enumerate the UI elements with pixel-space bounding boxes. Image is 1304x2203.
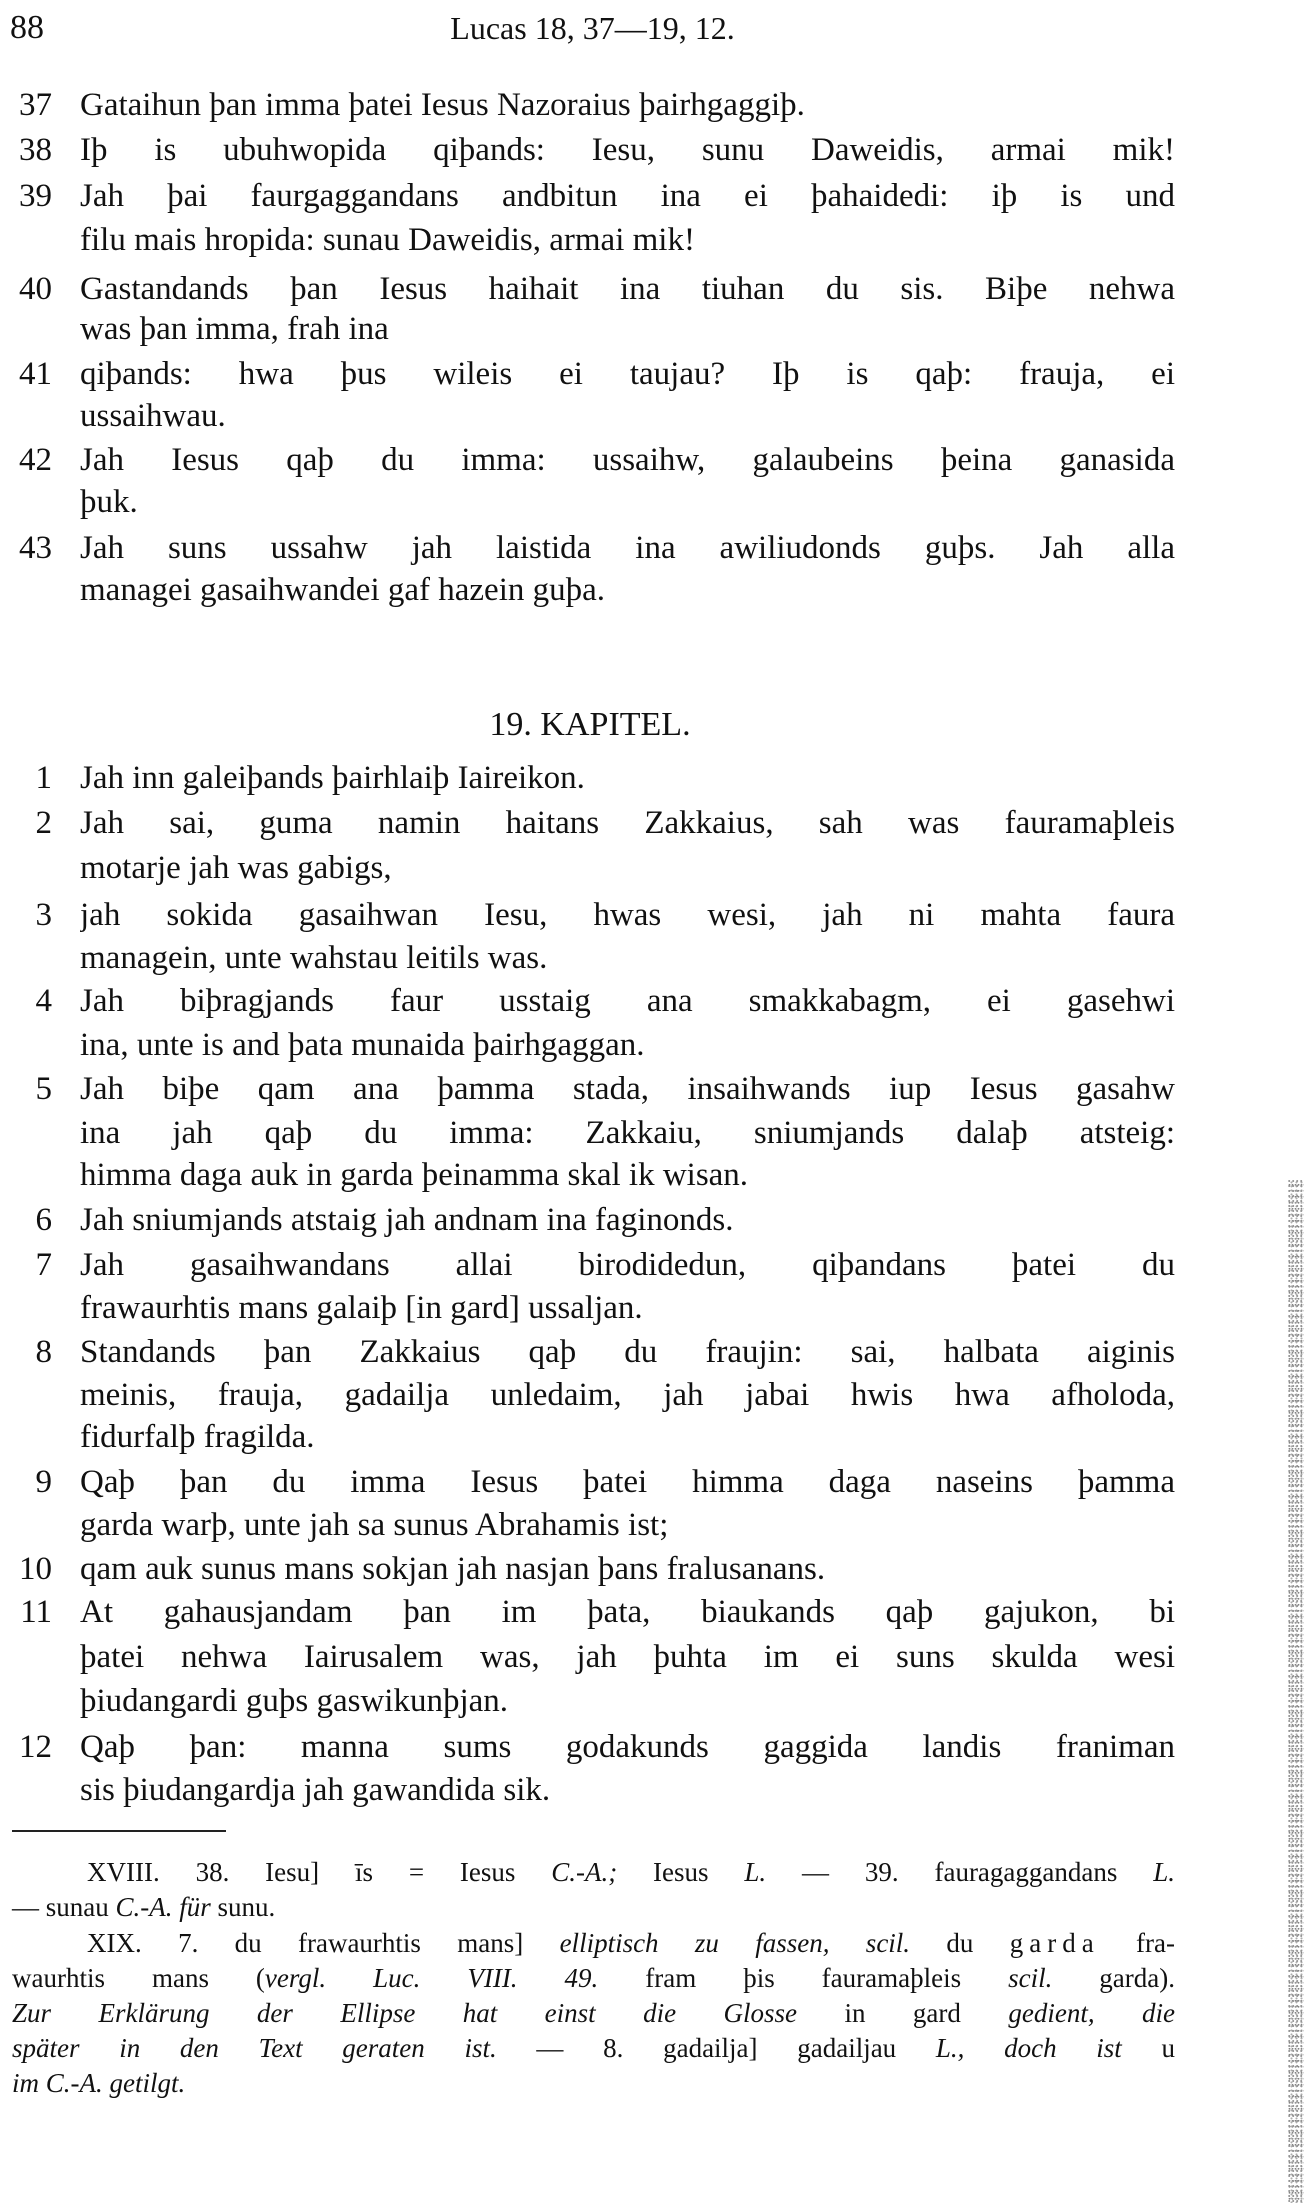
verse-number: 1 bbox=[35, 760, 52, 796]
verse-text: Jah biþe qam ana þamma stada, insaihwands iup Iesus gasahw bbox=[80, 1071, 1175, 1107]
footnote-text: — sunau bbox=[12, 1892, 116, 1922]
verse-text: Iþ is ubuhwopida qiþands: Iesu, sunu Daweidis, armai mik! bbox=[80, 132, 1175, 168]
verse-text: qiþands: hwa þus wileis ei taujau? Iþ is qaþ: frauja, ei bbox=[80, 356, 1175, 392]
scan-edge-noise bbox=[1288, 1180, 1304, 2203]
verse-text: was þan imma, frah ina bbox=[80, 311, 389, 347]
chapter-heading: 19. KAPITEL. bbox=[489, 706, 691, 743]
verse-text: þuk. bbox=[80, 484, 138, 520]
verse-number: 37 bbox=[19, 87, 52, 123]
verse-line bbox=[0, 1067, 1180, 1111]
verse-number: 2 bbox=[35, 805, 52, 841]
verse-line bbox=[0, 1460, 1180, 1504]
footnote-italic-text: vergl. Luc. VIII. 49. bbox=[264, 1963, 599, 1993]
verse-number: 3 bbox=[35, 897, 52, 933]
running-title: Lucas 18, 37—19, 12. bbox=[450, 10, 735, 46]
footnote-text: — 8. gadailja] gadailjau bbox=[496, 2033, 936, 2063]
verse-line bbox=[0, 352, 1180, 396]
verse-text: fidurfalþ fragilda. bbox=[80, 1419, 315, 1455]
verse-line bbox=[0, 801, 1180, 845]
footnote-italic-text: C.-A.; bbox=[551, 1857, 618, 1887]
verse-text: Jah Iesus qaþ du imma: ussaihw, galaubeins þeina ganasida bbox=[80, 442, 1175, 478]
verse-text: sis þiudangardja jah gawandida sik. bbox=[80, 1772, 551, 1808]
page-number: 88 bbox=[10, 9, 44, 46]
verse-text: frawaurhtis mans galaiþ [in gard] ussaljan. bbox=[80, 1290, 643, 1326]
verse-text: qam auk sunus mans sokjan jah nasjan þans fralusanans. bbox=[80, 1551, 826, 1587]
verse-number: 8 bbox=[35, 1334, 52, 1370]
footnote-text: garda bbox=[1009, 1928, 1100, 1958]
verse-text: Jah sniumjands atstaig jah andnam ina faginonds. bbox=[80, 1202, 734, 1238]
footnote-text: garda). bbox=[1052, 1963, 1175, 1993]
verse-text: meinis, frauja, gadailja unledaim, jah jabai hwis hwa afholoda, bbox=[80, 1377, 1175, 1413]
footnote-line bbox=[12, 2030, 1175, 2066]
footnote-text: in gard bbox=[797, 1998, 1009, 2028]
footnote-text: du bbox=[910, 1928, 1010, 1958]
verse-number: 38 bbox=[19, 132, 52, 168]
verse-text: Jah suns ussahw jah laistida ina awiliudonds guþs. Jah alla bbox=[80, 530, 1175, 566]
footnote-text: XIX. 7. du frawaurhtis mans] bbox=[87, 1928, 560, 1958]
footnote-text: — 39. fauragaggandans bbox=[766, 1857, 1154, 1887]
verse-line bbox=[0, 1198, 1180, 1242]
verse-text: Jah sai, guma namin haitans Zakkaius, sah was fauramaþleis bbox=[80, 805, 1175, 841]
verse-line bbox=[0, 1547, 1180, 1591]
verse-continuation-line bbox=[0, 1415, 1180, 1459]
verse-number: 11 bbox=[20, 1594, 52, 1630]
verse-text: Jah inn galeiþands þairhlaiþ Iaireikon. bbox=[80, 760, 585, 796]
verse-text: Jah gasaihwandans allai birodidedun, qiþandans þatei du bbox=[80, 1247, 1175, 1283]
verse-continuation-line bbox=[0, 1286, 1180, 1330]
verse-text: ina, unte is and þata munaida þairhgaggan. bbox=[80, 1027, 645, 1063]
verse-number: 39 bbox=[19, 178, 52, 214]
verse-line bbox=[0, 174, 1180, 218]
verse-number: 43 bbox=[19, 530, 52, 566]
footnote-text: u bbox=[1121, 2033, 1175, 2063]
verse-number: 5 bbox=[35, 1071, 52, 1107]
verse-number: 42 bbox=[19, 442, 52, 478]
verse-continuation-line bbox=[0, 1768, 1180, 1812]
footnote-italic-text: scil. bbox=[1008, 1963, 1053, 1993]
verse-line bbox=[0, 979, 1180, 1023]
footnote-text: waurhtis mans ( bbox=[12, 1963, 265, 1993]
verse-continuation-line bbox=[0, 307, 1180, 351]
verse-text: þiudangardi guþs gaswikunþjan. bbox=[80, 1683, 509, 1719]
footnote-line bbox=[87, 1854, 1175, 1890]
verse-text: Qaþ þan du imma Iesus þatei himma daga naseins þamma bbox=[80, 1464, 1175, 1500]
verse-number: 12 bbox=[19, 1729, 52, 1765]
footnote-text: Iesus bbox=[617, 1857, 745, 1887]
verse-text: ina jah qaþ du imma: Zakkaiu, sniumjands dalaþ atsteig: bbox=[80, 1115, 1175, 1151]
verse-text: At gahausjandam þan im þata, biaukands qaþ gajukon, bi bbox=[80, 1594, 1175, 1630]
footnote-line bbox=[87, 1925, 1175, 1961]
footnote-line bbox=[12, 2065, 1175, 2101]
footnote-italic-text: L., doch ist bbox=[935, 2033, 1122, 2063]
footnote-rule bbox=[12, 1830, 226, 1832]
verse-line bbox=[0, 1243, 1180, 1287]
footnote-italic-text: elliptisch zu fassen, scil. bbox=[559, 1928, 911, 1958]
verse-number: 7 bbox=[35, 1247, 52, 1283]
verse-text: garda warþ, unte jah sa sunus Abrahamis ist; bbox=[80, 1507, 669, 1543]
verse-line bbox=[0, 83, 1180, 127]
verse-line bbox=[0, 526, 1180, 570]
verse-text: filu mais hropida: sunau Daweidis, armai mik! bbox=[80, 222, 695, 258]
footnote-italic-text: L. bbox=[744, 1857, 767, 1887]
verse-line bbox=[0, 756, 1180, 800]
verse-number: 41 bbox=[19, 356, 52, 392]
footnote-italic-text: Zur Erklärung der Ellipse hat einst die Glosse bbox=[12, 1998, 798, 2028]
verse-continuation-line bbox=[0, 1153, 1180, 1197]
verse-text: managein, unte wahstau leitils was. bbox=[80, 940, 548, 976]
footnote-line bbox=[12, 1995, 1175, 2031]
verse-text: ussaihwau. bbox=[80, 398, 226, 434]
verse-text: Qaþ þan: manna sums godakunds gaggida landis franiman bbox=[80, 1729, 1175, 1765]
verse-text: Gastandands þan Iesus haihait ina tiuhan du sis. Biþe nehwa bbox=[80, 271, 1175, 307]
verse-number: 9 bbox=[35, 1464, 52, 1500]
verse-text: jah sokida gasaihwan Iesu, hwas wesi, jah ni mahta faura bbox=[80, 897, 1175, 933]
verse-text: Gataihun þan imma þatei Iesus Nazoraius þairhgaggiþ. bbox=[80, 87, 805, 123]
verse-continuation-line bbox=[0, 846, 1180, 890]
footnote-text: XVIII. 38. Iesu] īs = Iesus bbox=[87, 1857, 552, 1887]
verse-continuation-line bbox=[0, 480, 1180, 524]
verse-line bbox=[0, 128, 1180, 172]
verse-continuation-line bbox=[0, 1111, 1180, 1155]
footnote-italic-text: L. bbox=[1153, 1857, 1175, 1887]
verse-number: 40 bbox=[19, 271, 52, 307]
verse-text: Standands þan Zakkaius qaþ du fraujin: sai, halbata aiginis bbox=[80, 1334, 1175, 1370]
footnote-italic-text: im C.-A. getilgt. bbox=[12, 2068, 186, 2098]
verse-continuation-line bbox=[0, 1635, 1180, 1679]
verse-line bbox=[0, 893, 1180, 937]
verse-text: motarje jah was gabigs, bbox=[80, 850, 392, 886]
verse-text: Jah þai faurgaggandans andbitun ina ei þahaidedi: iþ is und bbox=[80, 178, 1175, 214]
footnote-italic-text: C.-A. für bbox=[115, 1892, 211, 1922]
footnote-line bbox=[12, 1960, 1175, 1996]
verse-continuation-line bbox=[0, 394, 1180, 438]
verse-text: himma daga auk in garda þeinamma skal ik wisan. bbox=[80, 1157, 749, 1193]
verse-continuation-line bbox=[0, 1679, 1180, 1723]
verse-number: 6 bbox=[35, 1202, 52, 1238]
verse-line bbox=[0, 1590, 1180, 1634]
footnote-line bbox=[12, 1889, 1175, 1925]
footnote-italic-text: gedient, die bbox=[1008, 1998, 1175, 2028]
verse-continuation-line bbox=[0, 1023, 1180, 1067]
verse-number: 4 bbox=[35, 983, 52, 1019]
verse-continuation-line bbox=[0, 218, 1180, 262]
footnote-italic-text: später in den Text geraten ist. bbox=[12, 2033, 497, 2063]
verse-text: managei gasaihwandei gaf hazein guþa. bbox=[80, 572, 606, 608]
verse-continuation-line bbox=[0, 1373, 1180, 1417]
verse-continuation-line bbox=[0, 1503, 1180, 1547]
footnote-text: fram þis fauramaþleis bbox=[598, 1963, 1009, 1993]
footnote-text: sunu. bbox=[210, 1892, 276, 1922]
verse-line bbox=[0, 438, 1180, 482]
verse-text: Jah biþragjands faur usstaig ana smakkabagm, ei gasehwi bbox=[80, 983, 1175, 1019]
verse-line bbox=[0, 1330, 1180, 1374]
verse-continuation-line bbox=[0, 568, 1180, 612]
verse-line bbox=[0, 1725, 1180, 1769]
footnote-text: fra- bbox=[1099, 1928, 1175, 1958]
verse-text: þatei nehwa Iairusalem was, jah þuhta im ei suns skulda wesi bbox=[80, 1639, 1175, 1675]
verse-line bbox=[0, 267, 1180, 311]
verse-continuation-line bbox=[0, 936, 1180, 980]
verse-number: 10 bbox=[19, 1551, 52, 1587]
